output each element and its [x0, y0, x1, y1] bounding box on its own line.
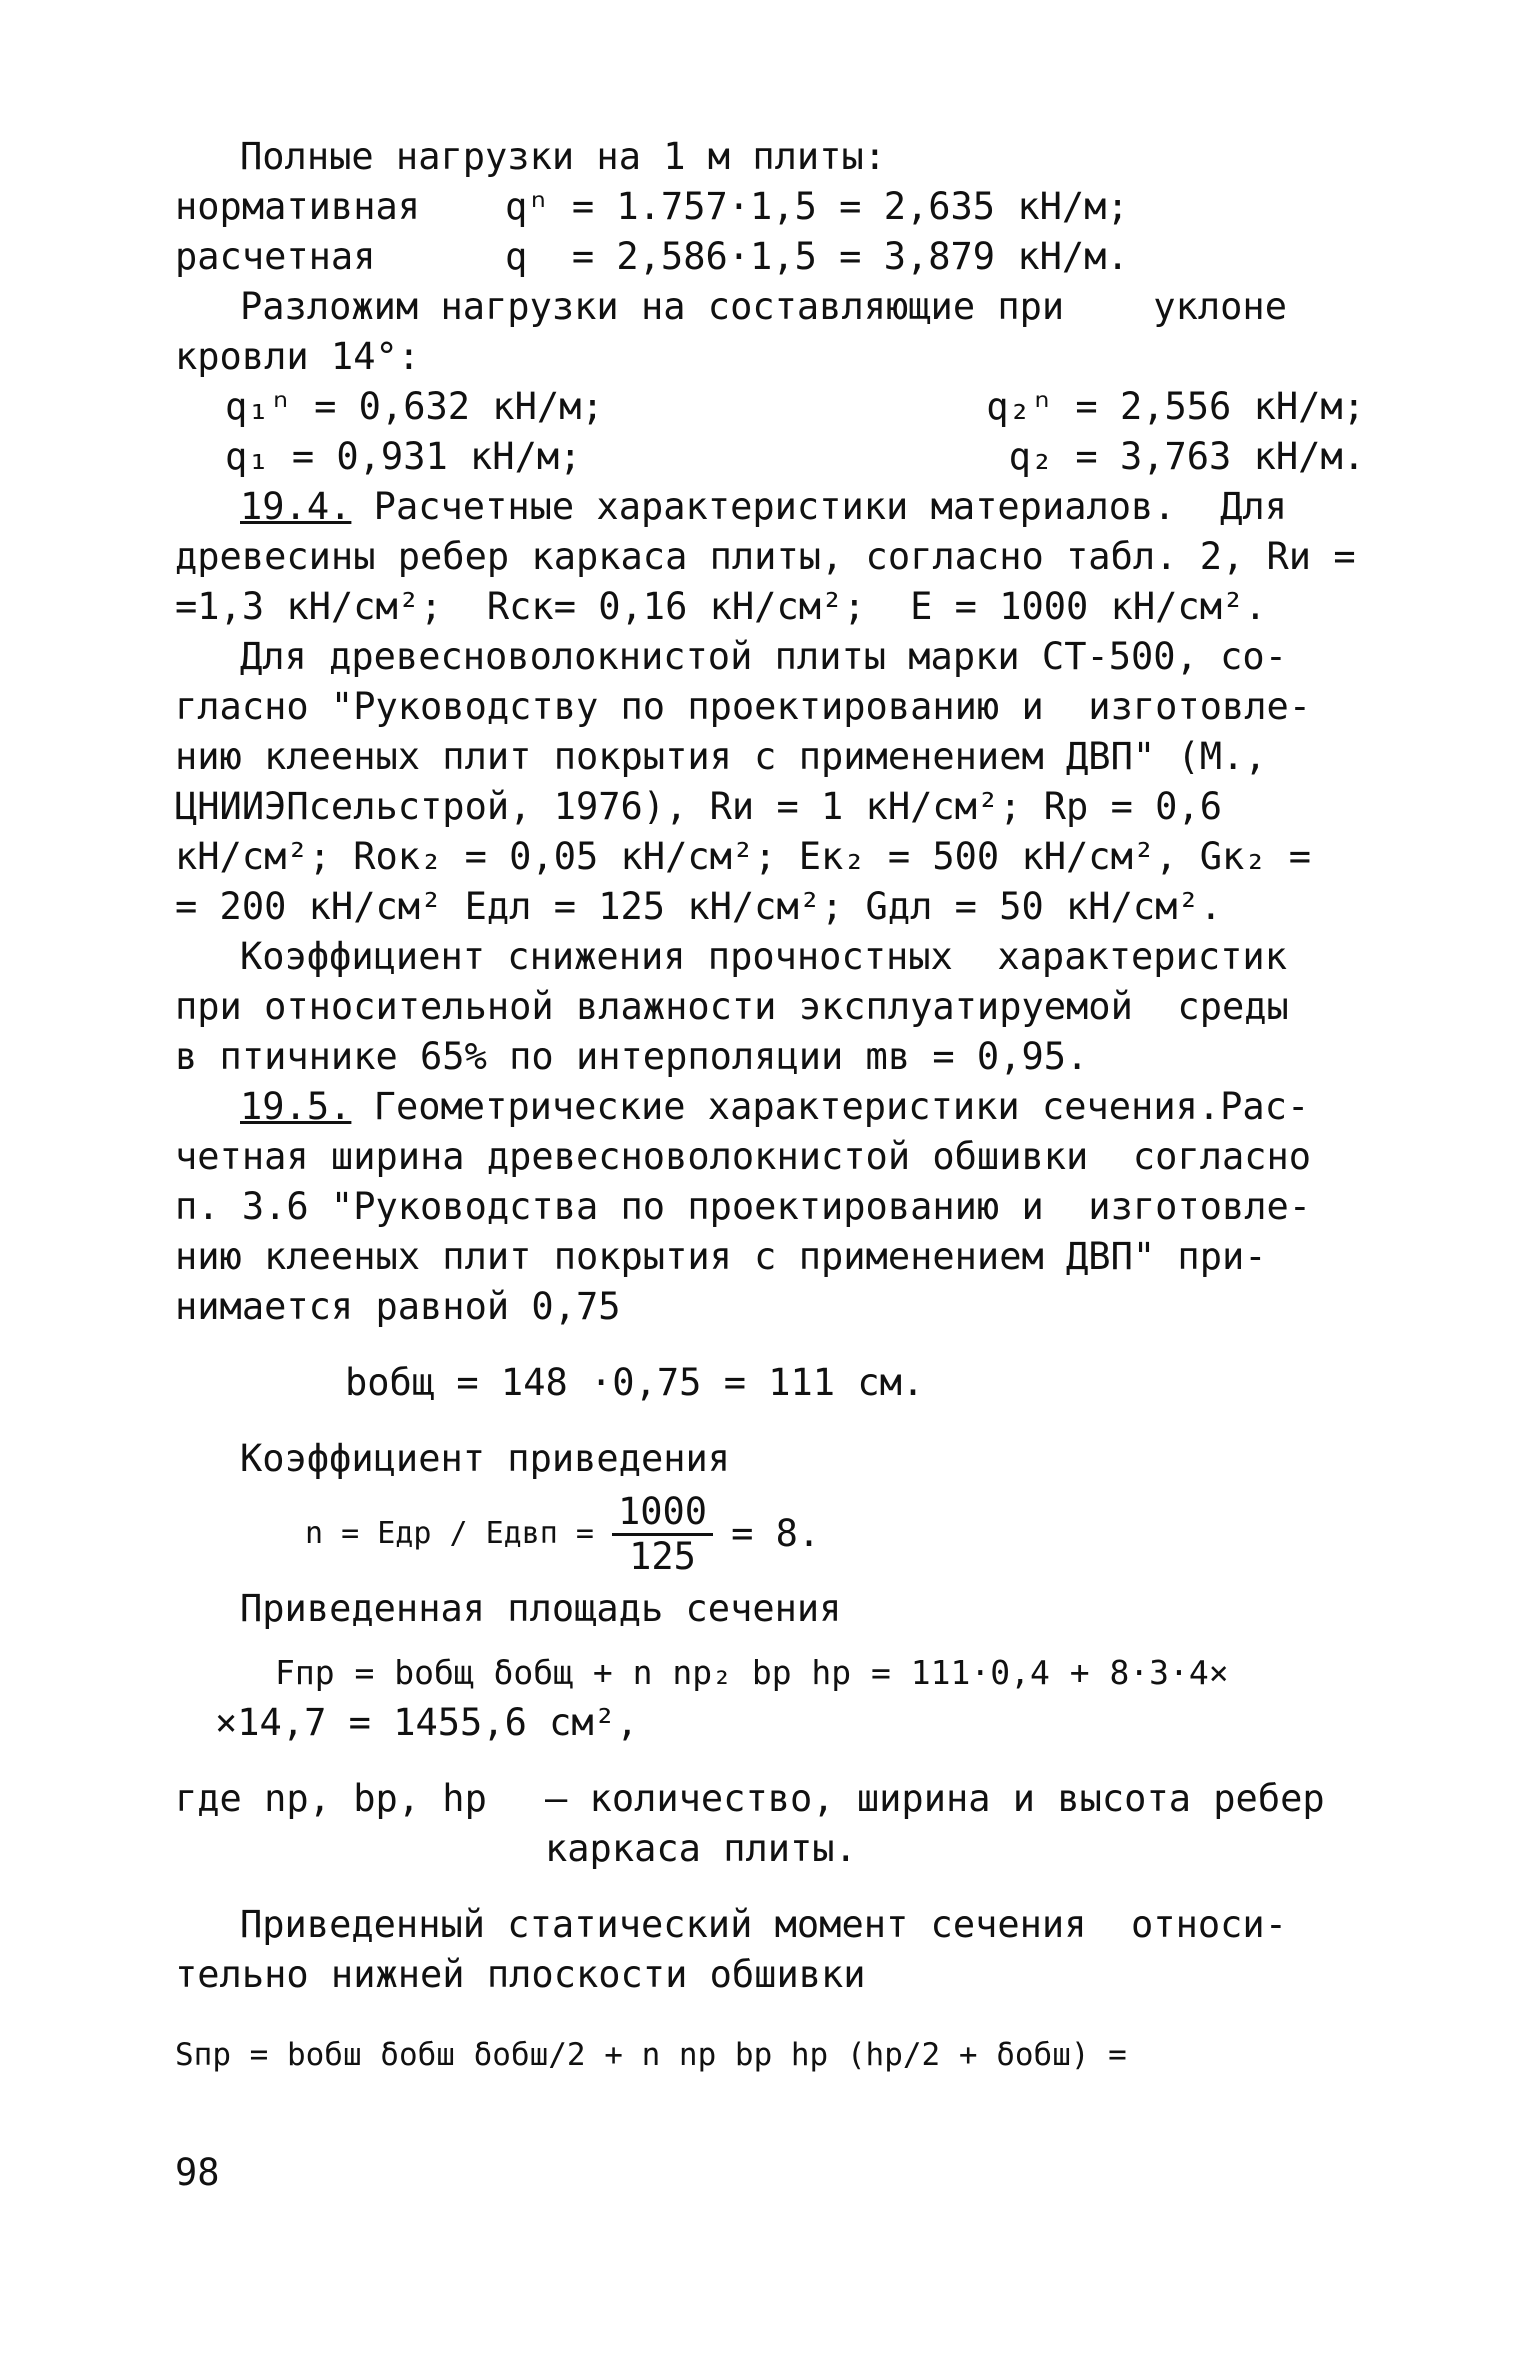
text-line: Коэффициент снижения прочностных характеристик — [240, 935, 1287, 978]
formula-text: q₂ⁿ = 2,556 кН/м; — [986, 385, 1365, 428]
section-number: 19.5. — [240, 1085, 352, 1128]
text-line: п. 3.6 "Руководства по проектированию и изготовле- — [175, 1185, 1312, 1228]
text-label: расчетная — [175, 235, 376, 278]
text-line: ЦНИИЭПсельстрой, 1976), Rи = 1 кН/см²; Rр = 0,6 — [175, 785, 1222, 828]
text-line: кН/см²; Rок₂ = 0,05 кН/см²; Eк₂ = 500 кН/см², Gк₂ = — [175, 835, 1312, 878]
formula-text: q₁ⁿ = 0,632 кН/м; — [225, 385, 604, 428]
formula-row — [175, 182, 1365, 232]
text-line: при относительной влажности эксплуатируемой среды — [175, 985, 1289, 1028]
section-number: 19.4. — [240, 485, 352, 528]
formula-line: ×14,7 = 1455,6 см², — [215, 1701, 639, 1744]
text-line: Приведенная площадь сечения — [240, 1587, 842, 1630]
formula-text: q₁ = 0,931 кН/м; — [225, 435, 582, 478]
formula-line: Sпр = bобш δобш δобш/2 + n nр bр hр (hр/2 + δобш) = — [175, 2037, 1127, 2073]
text-line: тельно нижней плоскости обшивки — [175, 1953, 866, 1996]
text-line: нию клееных плит покрытия с применением ДВП" при- — [175, 1235, 1267, 1278]
text-line: нимается равной 0,75 — [175, 1285, 621, 1328]
text-line: древесины ребер каркаса плиты, согласно табл. 2, Rи = — [175, 535, 1356, 578]
fraction — [612, 1491, 713, 1578]
text-line: =1,3 кН/см²; Rск= 0,16 кН/см²; E = 1000 кН/см². — [175, 585, 1267, 628]
legend-row — [175, 1774, 1365, 1824]
text-line: Полные нагрузки на 1 м плиты: — [240, 135, 887, 178]
formula-fraction-row — [175, 1484, 1365, 1584]
legend-symbols: где nр, bр, hр — [175, 1777, 487, 1820]
text-line: в птичнике 65% по интерполяции mв = 0,95. — [175, 1035, 1089, 1078]
formula-text: = 8. — [731, 1512, 821, 1555]
formula-text: n = Eдр / Eдвп = — [305, 1516, 594, 1551]
text-line: Для древесноволокнистой плиты марки СТ-500, со- — [240, 635, 1287, 678]
text-line: нию клееных плит покрытия с применением ДВП" (М., — [175, 735, 1267, 778]
text-line: Разложим нагрузки на составляющие при уклоне — [240, 285, 1287, 328]
legend-text: – количество, ширина и высота ребер — [545, 1777, 1325, 1820]
formula-text: q = 2,586·1,5 = 3,879 кН/м. — [505, 235, 1129, 278]
fraction-denominator: 125 — [629, 1534, 696, 1578]
formula-row — [175, 232, 1365, 282]
text-label: нормативная — [175, 185, 421, 228]
formula-text: q₂ = 3,763 кН/м. — [1008, 435, 1365, 478]
formula-line: Fпр = bобщ δобщ + n nр₂ bр hр = 111·0,4 + 8·3·4× — [275, 1653, 1229, 1692]
section-heading — [175, 1082, 1365, 1132]
text-line: кровли 14°: — [175, 335, 421, 378]
formula-text: qⁿ = 1.757·1,5 = 2,635 кН/м; — [505, 185, 1129, 228]
text-line: гласно "Руководству по проектированию и изготовле- — [175, 685, 1312, 728]
formula-line: bобщ = 148 ·0,75 = 111 см. — [345, 1361, 925, 1404]
fraction-numerator: 1000 — [612, 1491, 713, 1536]
section-title: Геометрические характеристики сечения.Рас- — [351, 1085, 1310, 1128]
text-line: Приведенный статический момент сечения относи- — [240, 1903, 1287, 1946]
section-title: Расчетные характеристики материалов. Для — [351, 485, 1287, 528]
text-line: каркаса плиты. — [545, 1827, 857, 1870]
formula-row — [175, 382, 1365, 432]
page-number: 98 — [175, 2151, 220, 2194]
formula-row — [175, 432, 1365, 482]
text-line: = 200 кН/см² Eдл = 125 кН/см²; Gдл = 50 кН/см². — [175, 885, 1222, 928]
text-line: четная ширина древесноволокнистой обшивки согласно — [175, 1135, 1312, 1178]
page-body — [175, 132, 1365, 2080]
text-line: Коэффициент приведения — [240, 1437, 731, 1480]
section-heading — [175, 482, 1365, 532]
